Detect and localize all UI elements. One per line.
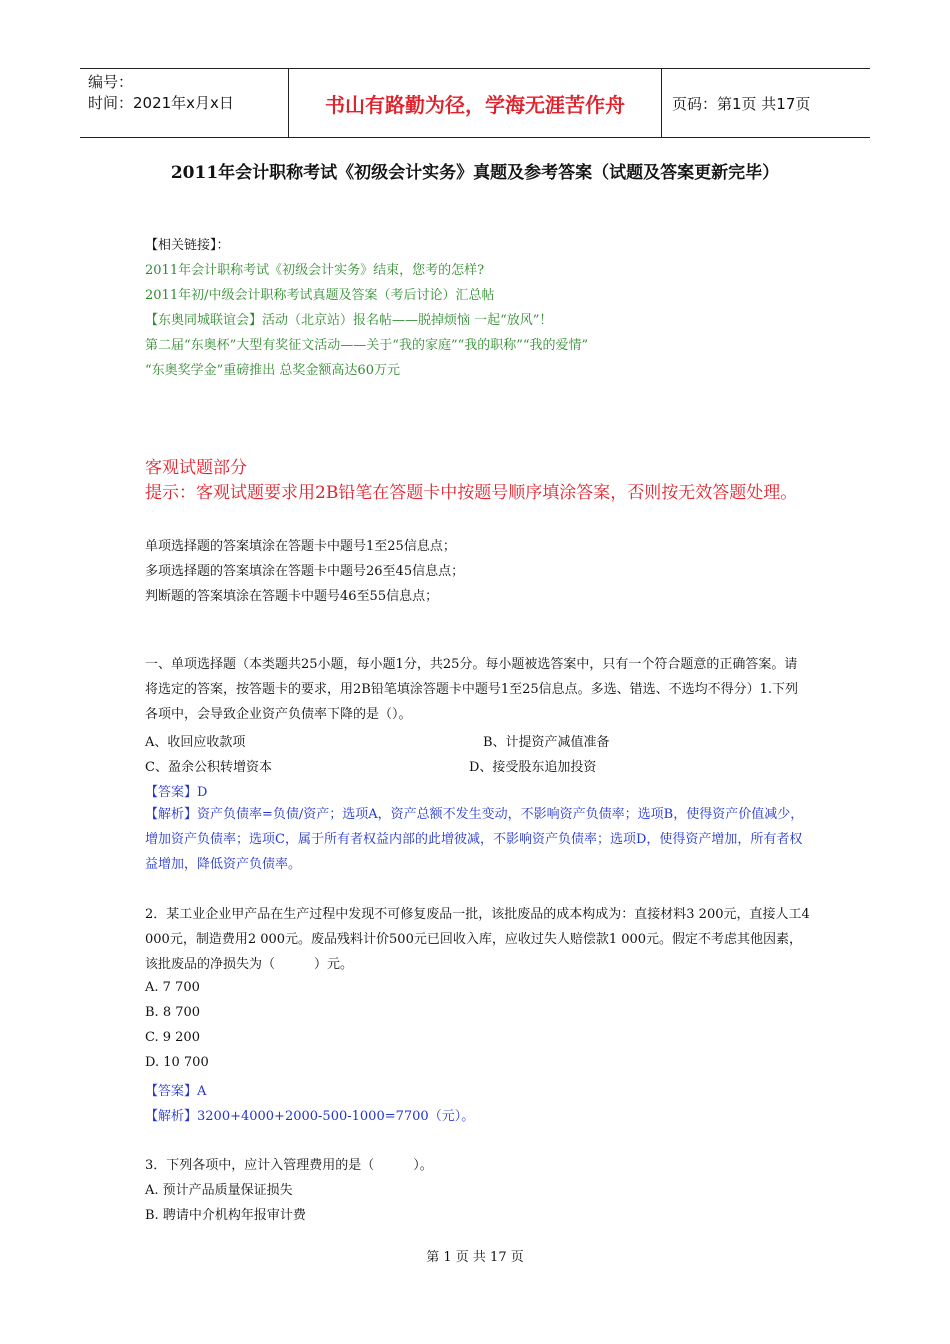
time-label: 时间：2021年x月x日 (88, 94, 234, 112)
q1-analysis: 【解析】资产负债率=负债/资产；选项A，资产总额不发生变动，不影响资产负债率；选项B，使得资产价值减少，增加资产负债率；选项C，属于所有者权益内部的此增彼减，不影响资产负债率；选项D，使得资产增加，所有者权益增加，降低资产负债率。 (145, 807, 804, 872)
q1-answer: 【答案】D (145, 785, 208, 800)
related-link-2[interactable]: 2011年初/中级会计职称考试真题及答案（考后讨论）汇总帖 (145, 288, 495, 303)
document-title: 2011年会计职称考试《初级会计实务》真题及参考答案（试题及答案更新完毕） (170, 163, 780, 183)
note-judgement: 判断题的答案填涂在答题卡中题号46至55信息点； (145, 589, 439, 604)
related-link-5[interactable]: “东奥奖学金”重磅推出 总奖金额高达60万元 (145, 363, 400, 378)
q1-option-c: C、盈余公积转增资本 (145, 760, 272, 775)
page-header (80, 68, 870, 138)
q2-option-a: A. 7 700 (145, 980, 200, 995)
q2-option-b: B. 8 700 (145, 1005, 201, 1020)
page-info: 页码：第1页 共17页 (672, 94, 811, 113)
related-link-4[interactable]: 第二届“东奥杯”大型有奖征文活动——关于“我的家庭”“我的职称”“我的爱情” (145, 338, 589, 353)
objective-tip: 提示：客观试题要求用2B铅笔在答题卡中按题号顺序填涂答案，否则按无效答题处理。 (145, 483, 798, 503)
q1-option-a: A、收回应收款项 (145, 735, 246, 750)
q2-answer: 【答案】A (145, 1084, 207, 1099)
related-link-1[interactable]: 2011年会计职称考试《初级会计实务》结束，您考的怎样? (145, 263, 485, 278)
q1-option-d: D、接受股东追加投资 (469, 760, 597, 775)
related-heading: 【相关链接】： (145, 238, 230, 253)
section1-intro: 一、单项选择题（本类题共25小题，每小题1分，共25分。每小题被选答案中，只有一个符合题意的正确答案。请将选定的答案，按答题卡的要求，用2B铅笔填涂答题卡中题号1至25信息点。多选、错选、不选均不得分）1.下列各项中，会导致企业资产负债率下降的是（）。 (145, 657, 799, 722)
header-meta (80, 69, 289, 137)
note-single-choice: 单项选择题的答案填涂在答题卡中题号1至25信息点； (145, 539, 456, 554)
note-multi-choice: 多项选择题的答案填涂在答题卡中题号26至45信息点； (145, 564, 465, 579)
q2-option-c: C. 9 200 (145, 1030, 200, 1045)
q1-option-b: B、计提资产减值准备 (483, 735, 610, 750)
motto: 书山有路勤为径，学海无涯苦作舟 (289, 69, 662, 137)
q2-stem: 2．某工业企业甲产品在生产过程中发现不可修复废品一批，该批废品的成本构成为：直接材料3 200元，直接人工4 000元，制造费用2 000元。废品残料计价500元已回收入库，应收过失人赔偿款1 000元。假定不考虑其他因素，该批废品的净损失为（ ）元。 (145, 907, 810, 972)
q2-option-d: D. 10 700 (145, 1055, 209, 1070)
q3-option-b: B. 聘请中介机构年报审计费 (145, 1208, 306, 1223)
related-link-3[interactable]: 【东奥同城联谊会】活动（北京站）报名帖——脱掉烦恼 一起“放风”！ (145, 313, 553, 328)
page-footer: 第 1 页 共 17 页 (426, 1250, 524, 1265)
objective-heading: 客观试题部分 (145, 458, 247, 478)
number-label: 编号： (88, 73, 134, 91)
q2-analysis: 【解析】3200+4000+2000-500-1000=7700（元）。 (145, 1109, 475, 1124)
q3-stem: 3．下列各项中，应计入管理费用的是（ ）。 (145, 1158, 433, 1173)
q3-option-a: A. 预计产品质量保证损失 (145, 1183, 293, 1198)
